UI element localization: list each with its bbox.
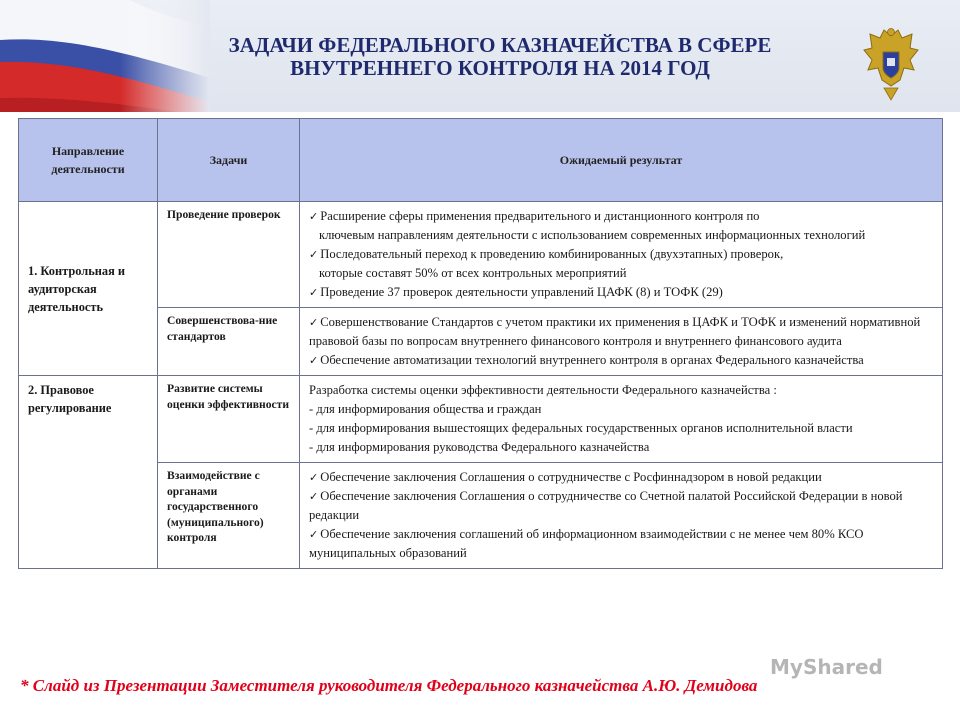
watermark: MyShared: [770, 655, 883, 679]
table-row: [19, 308, 943, 376]
table-row: [19, 376, 943, 463]
direction-cell: 1. Контрольная и аудиторская деятельность: [19, 202, 158, 376]
table-row: [19, 463, 943, 569]
result-item: ✓ Последовательный переход к проведению комбинированных (двухэтапных) проверок,: [309, 245, 933, 264]
result-item: ✓ Обеспечение заключения Соглашения о сотрудничестве со Счетной палатой Российской Федерации в новой редакции: [309, 487, 933, 525]
result-item: ✓ Проведение 37 проверок деятельности управлений ЦАФК (8) и ТОФК (29): [309, 283, 933, 302]
title-line-2: ВНУТРЕННЕГО КОНТРОЛЯ НА 2014 ГОД: [290, 56, 710, 80]
tasks-table: [18, 118, 943, 569]
task-cell: Развитие системы оценки эффективности: [158, 376, 300, 463]
result-cell: [300, 463, 943, 569]
result-item: ✓ Обеспечение автоматизации технологий внутреннего контроля в органах Федерального казначейства: [309, 351, 933, 370]
direction-cell: 2. Правовое регулирование: [19, 376, 158, 569]
result-item: - для информирования руководства Федерального казначейства: [309, 440, 650, 454]
result-item: ✓ Расширение сферы применения предварительного и дистанционного контроля по: [309, 207, 933, 226]
task-cell: Проведение проверок: [158, 202, 300, 308]
table-row: [19, 202, 943, 308]
result-cell: [300, 376, 943, 463]
slide-header: [0, 0, 960, 112]
title-line-1: ЗАДАЧИ ФЕДЕРАЛЬНОГО КАЗНАЧЕЙСТВА В СФЕРЕ: [228, 33, 772, 57]
result-item: ✓ Обеспечение заключения соглашений об информационном взаимодействии с не менее чем 80% КСО муниципальных образований: [309, 525, 933, 563]
result-item: ключевым направлениям деятельности с использованием современных информационных технологий: [319, 228, 866, 242]
double-headed-eagle-emblem-icon: [862, 26, 920, 102]
result-cell: [300, 202, 943, 308]
result-item: ✓ Обеспечение заключения Соглашения о сотрудничестве с Росфиннадзором в новой редакции: [309, 468, 933, 487]
header-direction: Направление деятельности: [19, 119, 158, 202]
task-cell: Совершенствова-ние стандартов: [158, 308, 300, 376]
result-item: Разработка системы оценки эффективности деятельности Федерального казначейства :: [309, 383, 777, 397]
result-item: которые составят 50% от всех контрольных мероприятий: [319, 266, 627, 280]
result-item: - для информирования общества и граждан: [309, 402, 542, 416]
result-cell: [300, 308, 943, 376]
header-expected-result: Ожидаемый результат: [300, 119, 943, 202]
footnote: * Слайд из Презентации Заместителя руководителя Федерального казначейства А.Ю. Демидова: [20, 676, 758, 695]
slide-title: [150, 34, 850, 80]
table-header-row: [19, 119, 943, 202]
result-item: - для информирования вышестоящих федеральных государственных органов исполнительной власти: [309, 421, 853, 435]
header-tasks: Задачи: [158, 119, 300, 202]
result-item: ✓ Совершенствование Стандартов с учетом практики их применения в ЦАФК и ТОФК и изменений нормативной правовой базы по вопросам внутреннего финансового контроля и внутреннего финансового аудита: [309, 313, 933, 351]
task-cell: Взаимодействие с органами государственного (муниципального) контроля: [158, 463, 300, 569]
